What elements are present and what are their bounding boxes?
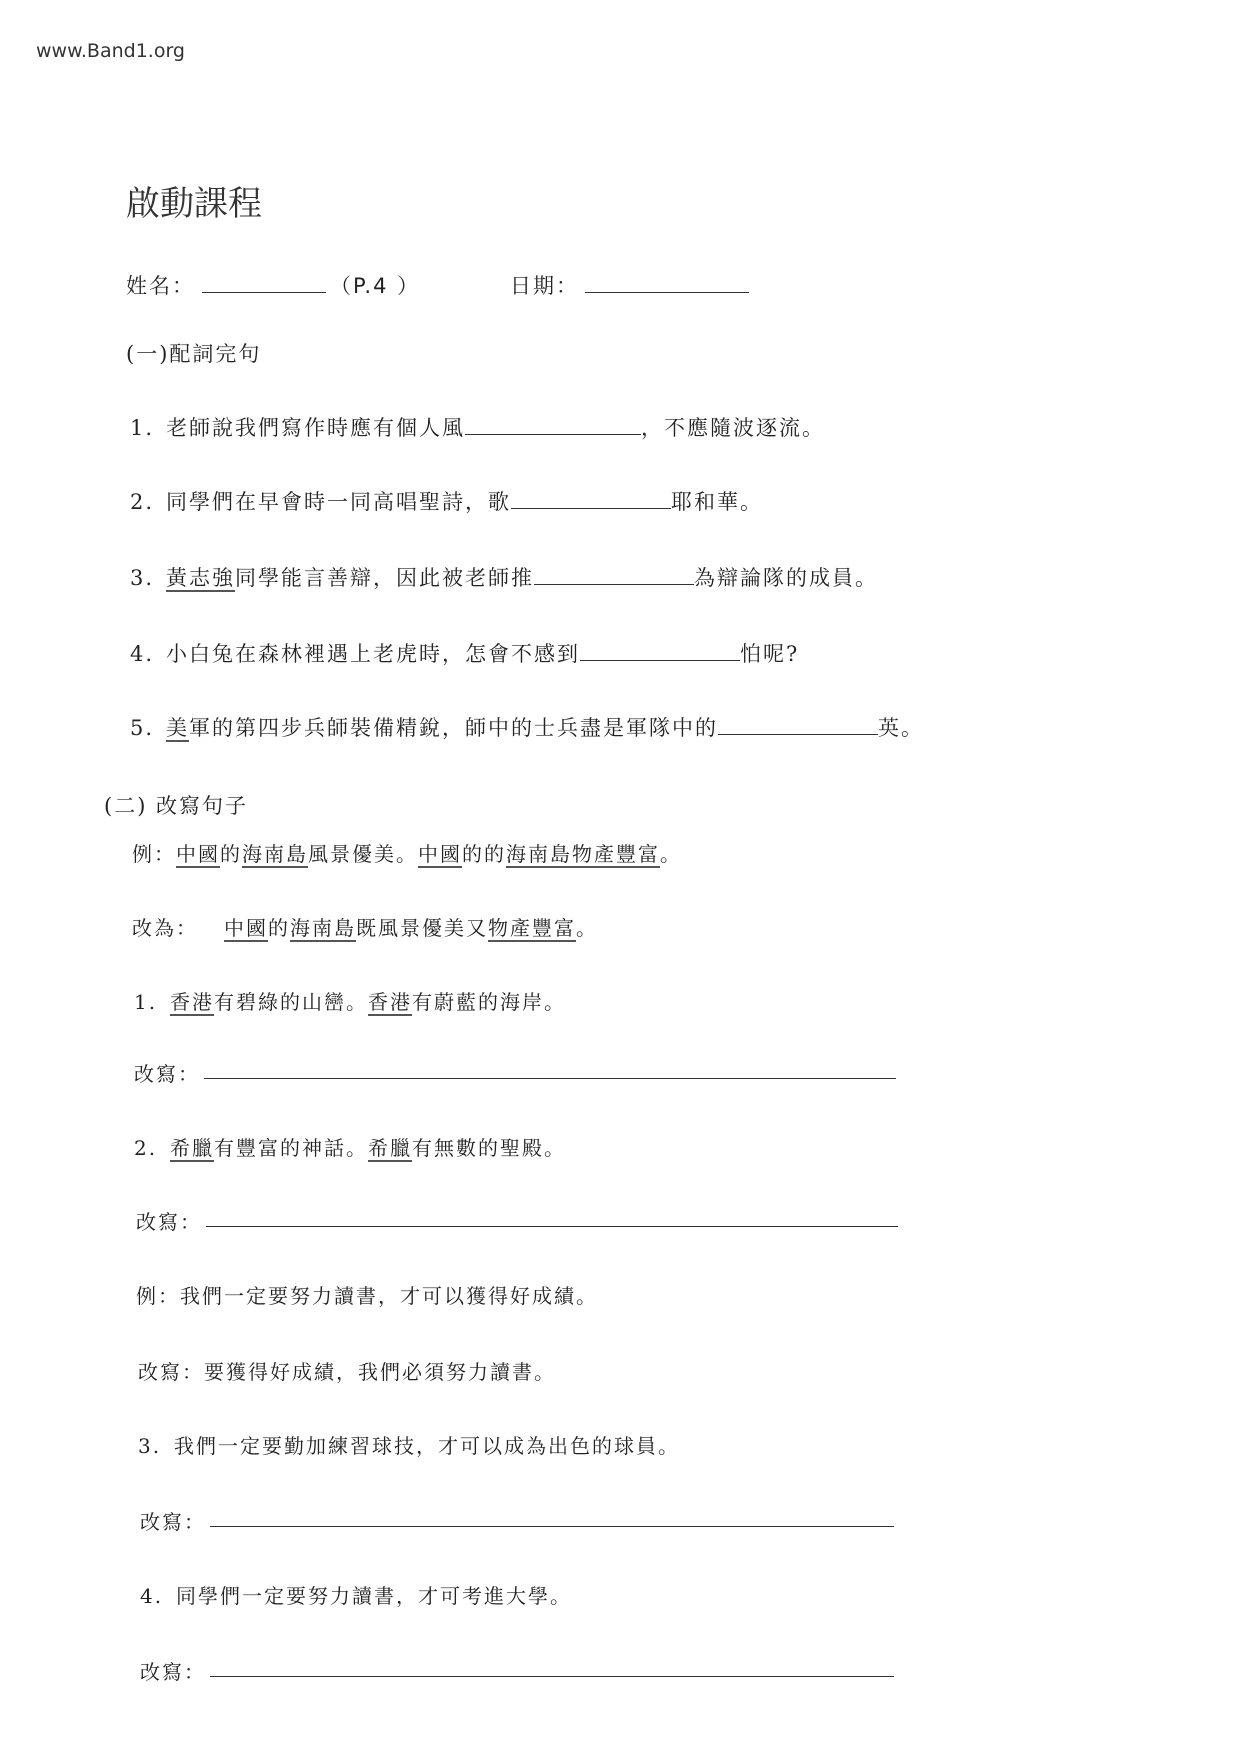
fill-blank[interactable] [465, 416, 641, 435]
example2-sentence: 例：我們一定要努力讀書，才可以獲得好成績。 [136, 1284, 598, 1308]
item-text: 老師說我們寫作時應有個人風 [166, 416, 465, 440]
proper-noun: 中國 [176, 842, 220, 866]
item-text: 小白兔在森林裡遇上老虎時，怎會不感到 [166, 642, 580, 666]
item-number: 1. [130, 416, 155, 440]
page-title: 啟動課程 [126, 184, 262, 224]
proper-noun: 海南島物產豐富 [506, 842, 660, 866]
proper-noun: 中國 [224, 916, 268, 940]
proper-noun: 黃志強 [166, 566, 235, 590]
proper-noun: 中國 [418, 842, 462, 866]
item-number: 5. [130, 716, 155, 740]
answer-label: 改寫： [140, 1660, 206, 1684]
proper-noun: 香港 [170, 990, 214, 1014]
text-segment: 的 [220, 842, 242, 866]
fill-blank[interactable] [511, 490, 671, 509]
item-number: 2. [134, 1136, 158, 1160]
text-segment: 有蔚藍的海岸。 [412, 990, 566, 1014]
s2-question-4 [140, 1580, 572, 1609]
item-text: 耶和華。 [671, 490, 763, 514]
proper-noun: 海南島 [242, 842, 308, 866]
answer-label: 改寫： [134, 1062, 200, 1086]
item-number: 4. [130, 642, 155, 666]
example1-rewrite [132, 912, 598, 941]
name-label: 姓名： [126, 274, 195, 298]
proper-noun: 美 [166, 716, 189, 740]
example-label: 例： [132, 842, 176, 866]
fill-blank[interactable] [580, 642, 740, 661]
section2-heading: (二) 改寫句子 [104, 794, 249, 818]
item-text: 英。 [878, 716, 924, 740]
item-text: 怕呢? [740, 642, 800, 666]
item-number: 2. [130, 490, 155, 514]
proper-noun: 希臘 [368, 1136, 412, 1160]
example2-rewrite: 改寫：要獲得好成績，我們必須努力讀書。 [138, 1360, 556, 1384]
s1-item-5 [130, 712, 924, 742]
text-segment: 。 [660, 842, 682, 866]
item-number: 1. [134, 990, 158, 1014]
text-segment: 。 [576, 916, 598, 940]
item-number: 3. [138, 1434, 162, 1458]
item-text: 軍的第四步兵師裝備精銳，師中的士兵盡是軍隊中的 [189, 716, 718, 740]
example1-sentence [132, 838, 682, 867]
text-segment: 我們一定要勤加練習球技，才可以成為出色的球員。 [174, 1434, 680, 1458]
s1-item-4 [130, 638, 799, 668]
text-segment: 同學們一定要努力讀書，才可考進大學。 [176, 1584, 572, 1608]
item-text: 為辯論隊的成員。 [694, 566, 878, 590]
answer-line[interactable] [204, 1078, 896, 1079]
fill-blank[interactable] [534, 566, 694, 585]
s1-item-1 [130, 412, 825, 442]
text-segment: 既風景優美又 [356, 916, 488, 940]
text-segment: 的 [268, 916, 290, 940]
answer-line[interactable] [206, 1226, 898, 1227]
name-blank[interactable] [202, 292, 326, 293]
item-number: 4. [140, 1584, 164, 1608]
answer-line[interactable] [210, 1526, 894, 1527]
s2-question-3 [138, 1430, 680, 1459]
text-segment: 風景優美。 [308, 842, 418, 866]
proper-noun: 物產豐富 [488, 916, 576, 940]
s1-item-2 [130, 486, 763, 516]
item-text: ，不應隨波逐流。 [641, 416, 825, 440]
grade-label: （P.4 ） [330, 274, 421, 298]
item-text: 同學們在早會時一同高唱聖詩，歌 [166, 490, 511, 514]
text-segment: 有無數的聖殿。 [412, 1136, 566, 1160]
rewrite-label: 改為： [132, 916, 198, 940]
text-segment: 有碧綠的山巒。 [214, 990, 368, 1014]
date-label: 日期： [510, 274, 579, 298]
fill-blank[interactable] [718, 716, 878, 735]
date-blank[interactable] [585, 292, 749, 293]
proper-noun: 香港 [368, 990, 412, 1014]
answer-line[interactable] [210, 1676, 894, 1677]
item-number: 3. [130, 566, 155, 590]
text-segment: 的的 [462, 842, 506, 866]
s2-question-2 [134, 1132, 566, 1161]
answer-label: 改寫： [136, 1210, 202, 1234]
proper-noun: 海南島 [290, 916, 356, 940]
section1-heading: (一)配詞完句 [126, 342, 262, 366]
answer-label: 改寫： [140, 1510, 206, 1534]
item-text: 同學能言善辯，因此被老師推 [235, 566, 534, 590]
site-url: www.Band1.org [36, 40, 185, 62]
s1-item-3 [130, 562, 878, 592]
s2-question-1 [134, 986, 566, 1015]
text-segment: 有豐富的神話。 [214, 1136, 368, 1160]
proper-noun: 希臘 [170, 1136, 214, 1160]
